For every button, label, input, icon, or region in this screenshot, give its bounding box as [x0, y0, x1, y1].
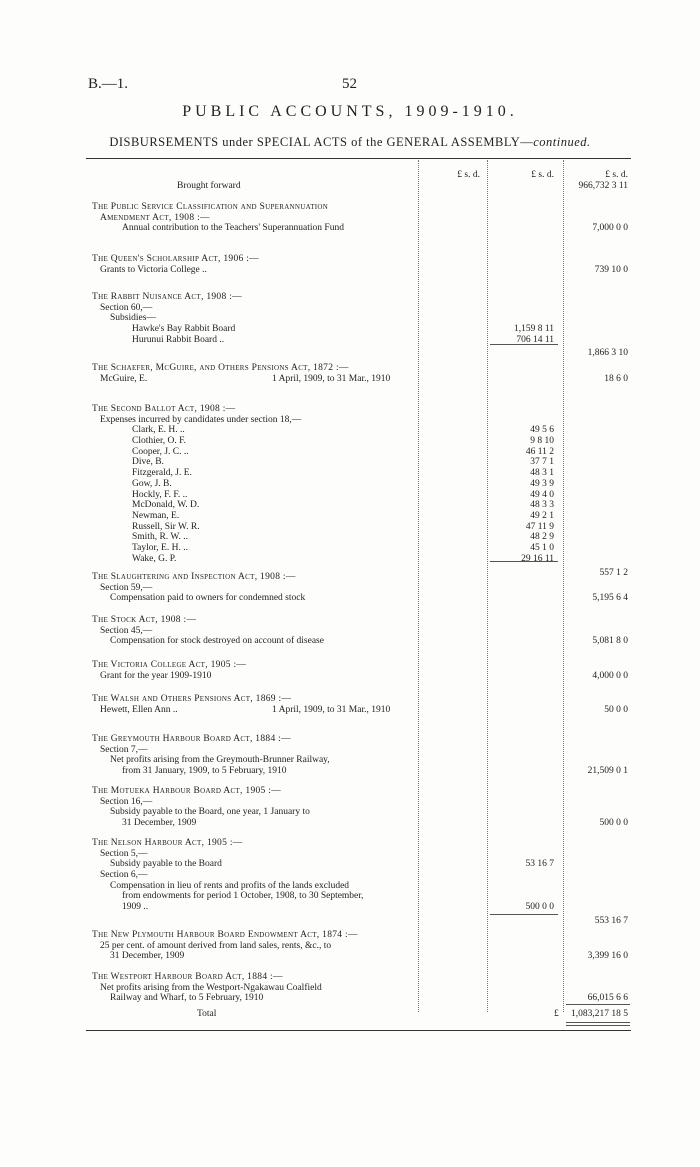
act-title: The Stock Act, 1908 :— [92, 615, 197, 625]
act-section [92, 972, 632, 1004]
amount: 53 16 7 [525, 859, 554, 870]
candidate-name: Wake, G. P. [132, 553, 177, 564]
amount: 500 0 0 [525, 902, 554, 913]
amount: 557 1 2 [599, 568, 628, 579]
act-section [92, 292, 632, 359]
total-pound-sign: £ [554, 1009, 559, 1019]
page-number: 52 [342, 76, 357, 92]
item-text: Net profits arising from the Greymouth-Brunner Railway, [110, 755, 330, 766]
act-title: The Westport Harbour Board Act, 1884 :— [92, 972, 283, 982]
total-double-rule [566, 1022, 630, 1023]
amount: 21,509 0 1 [587, 766, 628, 777]
total-row [92, 1009, 632, 1020]
amount: 29 16 11 [521, 553, 554, 564]
item-text: from endowments for period 1 October, 1908, to 30 September, [122, 891, 364, 902]
amount: 48 2 9 [530, 532, 554, 543]
section-ref: Section 6,— [100, 870, 148, 881]
act-section [92, 363, 632, 384]
item-text: Grant for the year 1909-1910 [100, 670, 212, 681]
act-title: The Slaughtering and Inspection Act, 1908 :— [92, 572, 296, 582]
candidate-name: Taylor, E. H. .. [132, 542, 188, 553]
act-title: The Schaefer, McGuire, and Others Pensions Act, 1872 :— [92, 363, 349, 373]
candidate-name: McDonald, W. D. [132, 500, 200, 511]
brought-forward-amount: 966,732 3 11 [578, 180, 628, 191]
act-section [92, 838, 632, 924]
account-table [92, 170, 632, 191]
subtotal-rule [490, 914, 558, 915]
table-bottom-rule [86, 1030, 631, 1031]
amount: 3,399 16 0 [587, 951, 628, 962]
act-title: The Walsh and Others Pensions Act, 1869 :— [92, 694, 292, 704]
amount: 7,000 0 0 [592, 223, 628, 234]
amount: 49 2 1 [530, 510, 554, 521]
amount: 50 0 0 [604, 704, 628, 715]
col-head-b: £ s. d. [531, 170, 554, 180]
sub-heading: Subsidies— [110, 313, 156, 324]
act-section [92, 660, 632, 681]
amount: 47 11 9 [525, 521, 554, 532]
act-section [92, 786, 632, 829]
page-title: PUBLIC ACCOUNTS, 1909-1910. [182, 103, 518, 120]
amount: 45 1 0 [530, 542, 554, 553]
amount: 5,081 8 0 [592, 636, 628, 647]
amount: 706 14 11 [516, 334, 554, 345]
amount: 49 3 9 [530, 478, 554, 489]
act-title: The Victoria College Act, 1905 :— [92, 660, 247, 670]
act-section [92, 202, 632, 234]
candidate-name: Fitzgerald, J. E. [132, 468, 192, 479]
item-text: Compensation for stock destroyed on account of disease [110, 636, 324, 647]
act-title: The Queen's Scholarship Act, 1906 :— [92, 254, 259, 264]
act-section [92, 694, 632, 715]
page-header-ref: B.—1. [88, 76, 129, 92]
item-text: 25 per cent. of amount derived from land sales, rents, &c., to [100, 940, 332, 951]
brought-forward-row [92, 181, 632, 192]
act-section [92, 930, 632, 962]
section-ref: Section 45,— [100, 625, 153, 636]
amount: 5,195 6 4 [592, 593, 628, 604]
subtitle-main: DISBURSEMENTS under SPECIAL ACTS of the GENERAL ASSEMBLY— [109, 135, 534, 149]
amount: 1,866 3 10 [587, 348, 628, 359]
act-title: Amendment Act, 1908 :— [100, 212, 210, 223]
amount: 4,000 0 0 [592, 670, 628, 681]
act-section [92, 615, 632, 647]
candidate-name: Clark, E. H. .. [132, 425, 185, 436]
amount: 46 11 2 [525, 446, 554, 457]
item-text: from 31 January, 1909, to 5 February, 1910 [122, 766, 287, 777]
act-title: The New Plymouth Harbour Board Endowment Act, 1874 :— [92, 930, 358, 940]
item-text: Subsidy payable to the Board [110, 859, 222, 870]
amount: 48 3 1 [530, 468, 554, 479]
amount: 49 5 6 [530, 425, 554, 436]
subtotal-rule [490, 344, 558, 345]
act-title: The Motueka Harbour Board Act, 1905 :— [92, 786, 282, 796]
amount: 48 3 3 [530, 500, 554, 511]
item-text: Subsidy payable to the Board, one year, 1 January to [110, 807, 310, 818]
section-ref: Section 5,— [100, 848, 148, 859]
item-text: Grants to Victoria College .. [100, 264, 207, 275]
act-section [92, 572, 632, 604]
item-text: McGuire, E. [100, 373, 148, 384]
item-text: Net profits arising from the Westport-Ngakawau Coalfield [100, 982, 322, 993]
item-text: 31 December, 1909 [122, 818, 197, 829]
item-text: 31 December, 1909 [110, 951, 185, 962]
amount: 500 0 0 [599, 818, 628, 829]
table-top-rule [86, 158, 631, 159]
act-title: The Nelson Harbour Act, 1905 :— [92, 838, 243, 848]
amount: 49 4 0 [530, 489, 554, 500]
item-text: Hawke's Bay Rabbit Board [132, 324, 236, 335]
brought-forward-label: Brought forward [177, 180, 241, 191]
candidate-name: Russell, Sir W. R. [132, 521, 200, 532]
candidate-name: Hockly, F. F. .. [132, 489, 188, 500]
item-text: Railway and Wharf, to 5 February, 1910 [110, 993, 264, 1004]
candidate-name: Clothier, O. F. [132, 436, 187, 447]
act-title: The Second Ballot Act, 1908 :— [92, 404, 236, 414]
total-upper-rule [566, 1004, 630, 1005]
amount: 553 16 7 [594, 915, 628, 926]
total-double-rule [566, 1025, 630, 1026]
total-amount: 1,083,217 18 5 [571, 1009, 628, 1019]
section-ref: Section 16,— [100, 796, 153, 807]
section-ref: Section 60,— [100, 302, 153, 313]
item-text: Annual contribution to the Teachers' Superannuation Fund [122, 223, 344, 234]
amount: 66,015 6 6 [587, 993, 628, 1004]
candidate-name: Dive, B. [132, 457, 164, 468]
act-title: The Greymouth Harbour Board Act, 1884 :— [92, 734, 291, 744]
section-ref: Expenses incurred by candidates under section 18,— [100, 414, 302, 425]
item-text: Compensation paid to owners for condemned stock [110, 593, 306, 604]
period-text: 1 April, 1909, to 31 Mar., 1910 [272, 373, 391, 384]
act-section [92, 254, 632, 275]
amount: 739 10 0 [594, 264, 628, 275]
section-ref: Section 59,— [100, 582, 153, 593]
page-subtitle [0, 135, 700, 150]
act-title: The Public Service Classification and Superannuation [92, 202, 329, 212]
amount: 37 7 1 [530, 457, 554, 468]
column-headings [92, 170, 632, 181]
period-text: 1 April, 1909, to 31 Mar., 1910 [272, 704, 391, 715]
candidate-name: Gow, J. B. [132, 478, 172, 489]
act-title: The Rabbit Nuisance Act, 1908 :— [92, 292, 242, 302]
item-text: Hewett, Ellen Ann .. [100, 704, 178, 715]
item-text: Hurunui Rabbit Board .. [132, 334, 225, 345]
act-section [92, 734, 632, 777]
col-head-a: £ s. d. [457, 170, 480, 180]
candidate-name: Cooper, J. C. .. [132, 446, 189, 457]
candidate-name: Smith, R. W. .. [132, 532, 188, 543]
amount: 1,159 8 11 [513, 324, 554, 335]
amount: 18 6 0 [604, 373, 628, 384]
subtitle-continued: continued. [533, 135, 591, 149]
amount: 9 8 10 [530, 436, 554, 447]
item-text: 1909 .. [122, 902, 149, 913]
candidate-name: Newman, E. [132, 510, 180, 521]
item-text: Compensation in lieu of rents and profits of the lands excluded [110, 880, 350, 891]
subtotal-rule [490, 561, 558, 562]
section-ref: Section 7,— [100, 744, 148, 755]
col-head-c: £ s. d. [605, 170, 628, 180]
total-label: Total [197, 1009, 217, 1019]
